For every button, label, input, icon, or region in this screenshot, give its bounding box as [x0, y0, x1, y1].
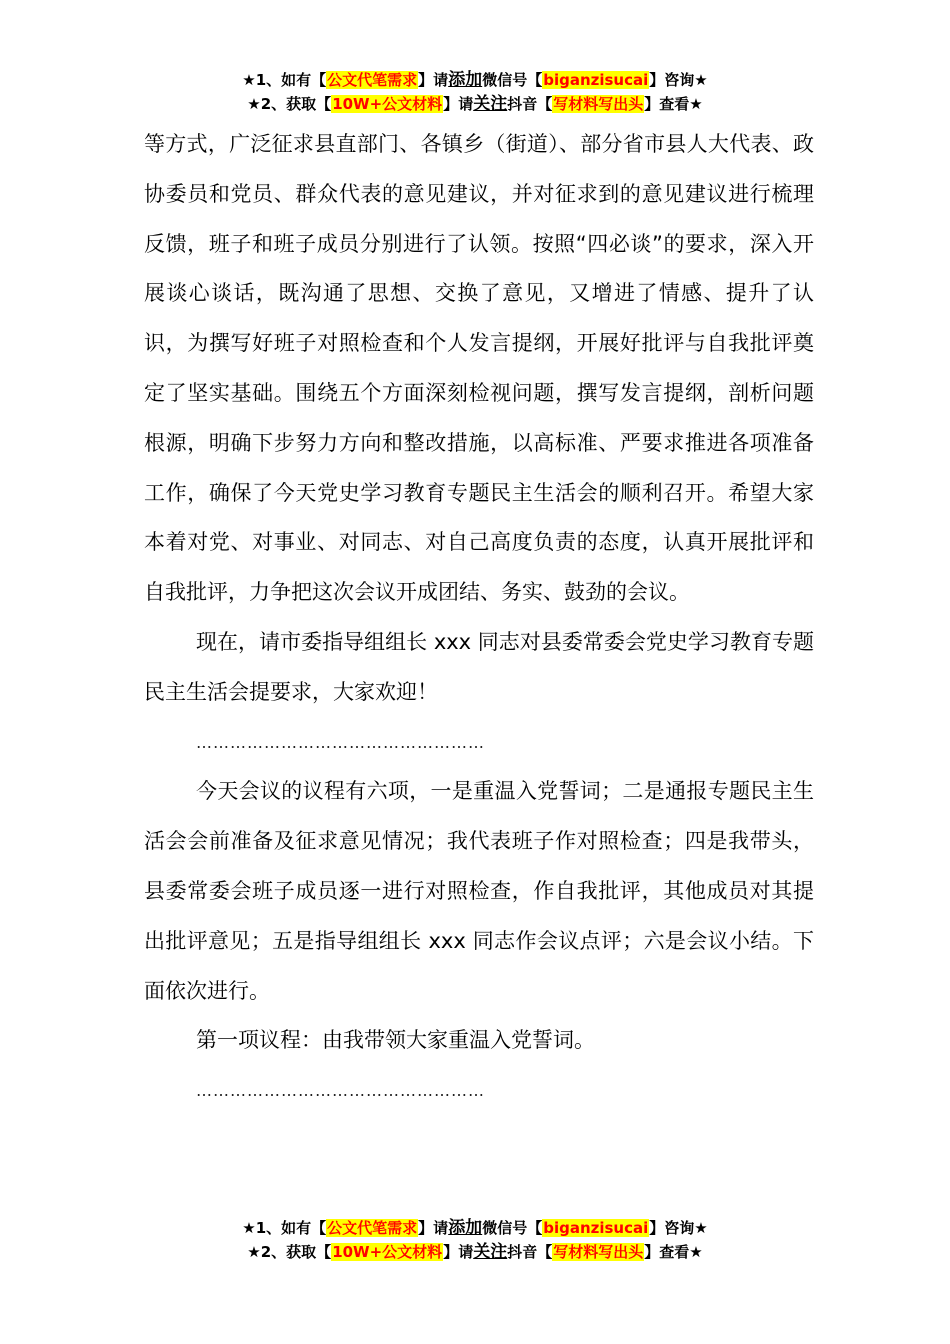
banner-highlight: 10W+公文材料	[332, 95, 443, 113]
banner-highlight: 写材料写出头	[553, 1243, 644, 1261]
banner-text: 微信号【	[482, 71, 543, 89]
ellipsis-separator: ……………………………………………	[196, 732, 485, 752]
banner-text: ★1、如有【	[242, 1219, 327, 1237]
banner-text: 】咨询★	[649, 71, 708, 89]
banner-highlight: 公文代笔需求	[327, 1219, 418, 1237]
paragraph-first-item: 第一项议程：由我带领大家重温入党誓词。	[196, 1028, 595, 1053]
banner-text: ★1、如有【	[242, 71, 327, 89]
paragraph-continuation: 等方式，广泛征求县直部门、各镇乡（街道）、部分省市县人大代表、政协委员和党员、群众代表的意见建议，并对征求到的意见建议进行梳理反馈，班子和班子成员分别进行了认领。按照“四必谈”的要求，深入开展谈心谈话，既沟通了思想、交换了意见，又增进了情感、提升了认识，为撰写好班子对照检查和个人发言提纲，开展好批评与自我批评奠定了坚实基础。围绕五个方面深刻检视问题，撰写发言提纲，剖析问题根源，明确下步努力方向和整改措施，以高标准、严要求推进各项准备工作，确保了今天党史学习教育专题民主生活会的顺利召开。希望大家本着对党、对事业、对同志、对自己高度负责的态度，认真开展批评和自我批评，力争把这次会议开成团结、务实、鼓劲的会议。	[144, 132, 814, 605]
banner-highlight: 公文代笔需求	[327, 71, 418, 89]
banner-text: 】请	[418, 71, 449, 89]
banner-text: 】请	[443, 95, 474, 113]
banner-highlight: biganzisucai	[543, 71, 649, 89]
banner-highlight: 10W+公文材料	[332, 1243, 443, 1261]
banner-text: 】查看★	[644, 1243, 703, 1261]
paragraph-agenda: 今天会议的议程有六项，一是重温入党誓词；二是通报专题民主生活会会前准备及征求意见情况；我代表班子作对照检查；四是我带头，县委常委会班子成员逐一进行对照检查，作自我批评，其他成员对其提出批评意见；五是指导组组长 xxx 同志作会议点评；六是会议小结。下面依次进行。	[144, 779, 814, 1003]
banner-text: ★2、获取【	[247, 95, 332, 113]
banner-line-1	[0, 68, 950, 92]
banner-underlined: 添加	[448, 70, 483, 90]
paragraph-invite-guidance: 现在，请市委指导组组长 xxx 同志对县委常委会党史学习教育专题民主生活会提要求，大家欢迎！	[144, 629, 814, 704]
banner-text: 抖音【	[507, 95, 553, 113]
banner-underlined: 关注	[473, 94, 508, 114]
banner-text: 】请	[418, 1219, 449, 1237]
banner-text: ★2、获取【	[247, 1243, 332, 1261]
banner-text: 微信号【	[482, 1219, 543, 1237]
banner-underlined: 添加	[448, 1218, 483, 1238]
header-banner	[0, 68, 950, 116]
banner-text: 抖音【	[507, 1243, 553, 1261]
banner-line-1	[0, 1216, 950, 1240]
document-body	[144, 120, 814, 1116]
banner-underlined: 关注	[473, 1242, 508, 1262]
banner-text: 】咨询★	[649, 1219, 708, 1237]
banner-text: 】查看★	[644, 95, 703, 113]
banner-highlight: 写材料写出头	[553, 95, 644, 113]
ellipsis-separator: ……………………………………………	[196, 1081, 485, 1101]
banner-highlight: biganzisucai	[543, 1219, 649, 1237]
banner-text: 】请	[443, 1243, 474, 1261]
footer-banner	[0, 1216, 950, 1264]
banner-line-2	[0, 1240, 950, 1264]
banner-line-2	[0, 92, 950, 116]
